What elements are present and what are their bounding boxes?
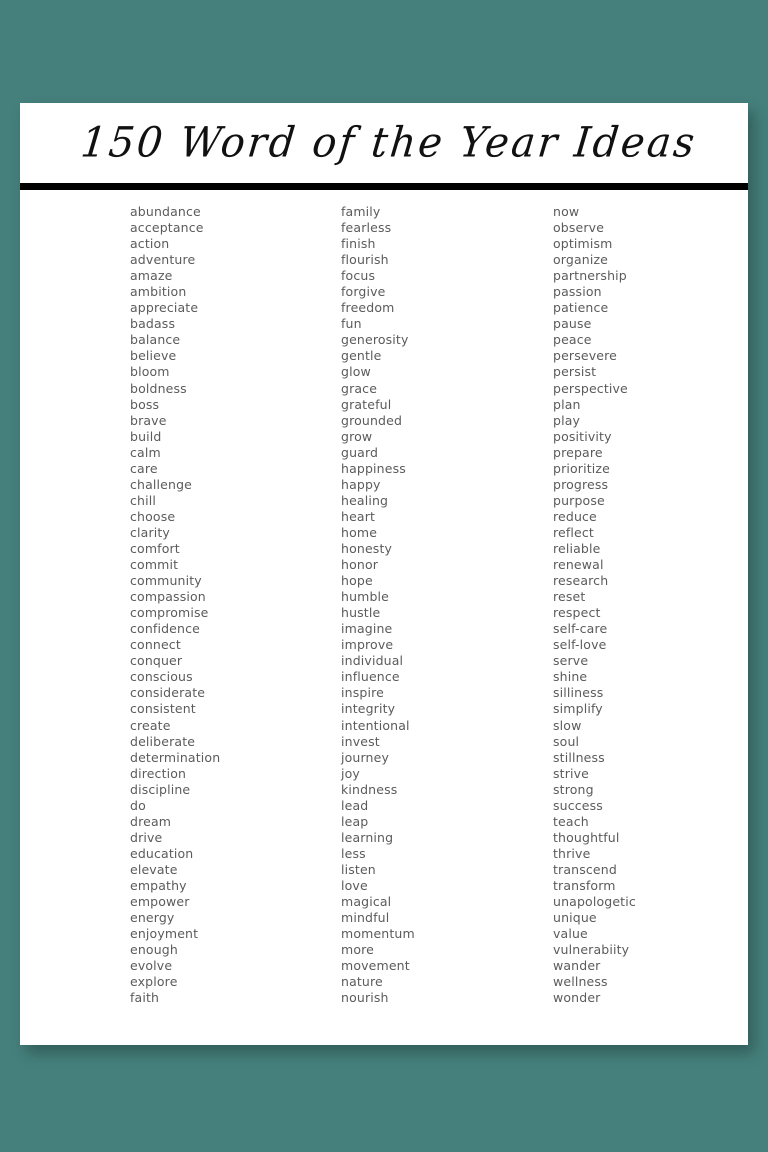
word-item: fun bbox=[341, 316, 362, 332]
word-item: elevate bbox=[130, 861, 178, 877]
word-item: happy bbox=[341, 476, 381, 492]
word-item: humble bbox=[341, 589, 390, 605]
word-item: care bbox=[130, 460, 158, 476]
word-item: learning bbox=[341, 829, 394, 845]
word-item: slow bbox=[553, 717, 582, 733]
word-item: do bbox=[130, 797, 146, 813]
word-item: self-care bbox=[553, 621, 608, 637]
word-item: gentle bbox=[341, 348, 382, 364]
title-area bbox=[20, 103, 748, 183]
word-item: glow bbox=[341, 364, 371, 380]
word-item: faith bbox=[130, 990, 160, 1006]
word-item: inspire bbox=[341, 685, 384, 701]
word-item: simplify bbox=[553, 701, 603, 717]
word-item: integrity bbox=[341, 701, 396, 717]
word-item: progress bbox=[553, 476, 609, 492]
word-item: nourish bbox=[341, 990, 389, 1006]
word-item: value bbox=[553, 926, 588, 942]
word-item: finish bbox=[341, 236, 376, 252]
word-item: shine bbox=[553, 669, 588, 685]
page-title: 150 Word of the Year Ideas bbox=[78, 119, 700, 167]
word-item: grow bbox=[341, 428, 373, 444]
word-item: chill bbox=[130, 492, 156, 508]
word-item: ambition bbox=[130, 284, 187, 300]
word-item: transcend bbox=[553, 861, 617, 877]
word-item: respect bbox=[553, 605, 601, 621]
word-item: intentional bbox=[341, 717, 410, 733]
word-item: wonder bbox=[553, 990, 601, 1006]
word-item: dream bbox=[130, 813, 172, 829]
word-item: vulnerabiity bbox=[553, 942, 630, 958]
word-item: fearless bbox=[341, 220, 392, 236]
word-item: stillness bbox=[553, 749, 605, 765]
word-item: transform bbox=[553, 877, 616, 893]
word-item: comfort bbox=[130, 540, 180, 556]
word-item: self-love bbox=[553, 637, 607, 653]
word-item: explore bbox=[130, 974, 178, 990]
word-item: mindful bbox=[341, 910, 390, 926]
word-item: organize bbox=[553, 252, 609, 268]
word-item: build bbox=[130, 428, 162, 444]
word-item: brave bbox=[130, 412, 167, 428]
word-column-1 bbox=[20, 204, 233, 1006]
word-item: passion bbox=[553, 284, 602, 300]
word-item: forgive bbox=[341, 284, 386, 300]
word-item: clarity bbox=[130, 524, 170, 540]
word-item: unique bbox=[553, 910, 597, 926]
word-item: momentum bbox=[341, 926, 415, 942]
word-item: purpose bbox=[553, 492, 605, 508]
word-item: reliable bbox=[553, 540, 601, 556]
word-item: considerate bbox=[130, 685, 206, 701]
word-item: honor bbox=[341, 557, 379, 573]
word-item: empower bbox=[130, 894, 190, 910]
word-item: now bbox=[553, 204, 580, 219]
word-item: focus bbox=[341, 268, 376, 284]
word-item: more bbox=[341, 942, 374, 958]
word-item: boldness bbox=[130, 380, 187, 396]
word-item: improve bbox=[341, 637, 394, 653]
word-item: acceptance bbox=[130, 220, 204, 236]
word-item: connect bbox=[130, 637, 181, 653]
word-item: love bbox=[341, 877, 368, 893]
word-item: journey bbox=[341, 749, 390, 765]
word-item: thrive bbox=[553, 845, 591, 861]
word-item: prioritize bbox=[553, 460, 610, 476]
word-item: plan bbox=[553, 396, 581, 412]
word-item: guard bbox=[341, 444, 379, 460]
word-item: invest bbox=[341, 733, 380, 749]
word-item: lead bbox=[341, 797, 369, 813]
word-item: education bbox=[130, 845, 194, 861]
word-item: calm bbox=[130, 444, 161, 460]
word-item: conquer bbox=[130, 653, 183, 669]
word-item: patience bbox=[553, 300, 609, 316]
word-item: soul bbox=[553, 733, 580, 749]
word-item: listen bbox=[341, 861, 376, 877]
word-item: hustle bbox=[341, 605, 381, 621]
word-item: energy bbox=[130, 910, 175, 926]
word-item: play bbox=[553, 412, 581, 428]
word-item: reduce bbox=[553, 508, 597, 524]
word-item: choose bbox=[130, 508, 176, 524]
word-item: peace bbox=[553, 332, 592, 348]
word-item: pause bbox=[553, 316, 592, 332]
word-item: less bbox=[341, 845, 366, 861]
word-item: drive bbox=[130, 829, 163, 845]
word-item: thoughtful bbox=[553, 829, 620, 845]
word-item: empathy bbox=[130, 877, 187, 893]
word-item: confidence bbox=[130, 621, 200, 637]
word-item: individual bbox=[341, 653, 404, 669]
word-item: family bbox=[341, 204, 381, 219]
word-item: commit bbox=[130, 557, 179, 573]
word-item: observe bbox=[553, 220, 605, 236]
word-item: consistent bbox=[130, 701, 196, 717]
word-item: happiness bbox=[341, 460, 406, 476]
word-item: deliberate bbox=[130, 733, 196, 749]
word-item: strive bbox=[553, 765, 590, 781]
word-item: abundance bbox=[130, 204, 201, 219]
word-item: silliness bbox=[553, 685, 604, 701]
word-item: leap bbox=[341, 813, 369, 829]
word-item: heart bbox=[341, 508, 376, 524]
word-item: healing bbox=[341, 492, 389, 508]
word-item: grateful bbox=[341, 396, 392, 412]
word-item: compromise bbox=[130, 605, 209, 621]
word-item: compassion bbox=[130, 589, 206, 605]
word-item: partnership bbox=[553, 268, 627, 284]
word-item: community bbox=[130, 573, 202, 589]
word-item: enjoyment bbox=[130, 926, 199, 942]
word-item: evolve bbox=[130, 958, 173, 974]
word-item: wander bbox=[553, 958, 601, 974]
word-item: positivity bbox=[553, 428, 612, 444]
word-item: bloom bbox=[130, 364, 170, 380]
word-item: perspective bbox=[553, 380, 628, 396]
title-divider-rule bbox=[20, 183, 748, 190]
word-item: joy bbox=[341, 765, 360, 781]
word-item: home bbox=[341, 524, 378, 540]
word-item: action bbox=[130, 236, 170, 252]
word-item: nature bbox=[341, 974, 383, 990]
word-item: believe bbox=[130, 348, 177, 364]
word-item: challenge bbox=[130, 476, 192, 492]
word-column-3 bbox=[448, 204, 748, 1006]
word-item: optimism bbox=[553, 236, 613, 252]
word-item: grace bbox=[341, 380, 378, 396]
word-item: hope bbox=[341, 573, 373, 589]
word-item: freedom bbox=[341, 300, 395, 316]
word-item: generosity bbox=[341, 332, 409, 348]
word-item: flourish bbox=[341, 252, 389, 268]
word-item: balance bbox=[130, 332, 181, 348]
word-item: renewal bbox=[553, 557, 604, 573]
word-item: amaze bbox=[130, 268, 173, 284]
document-sheet bbox=[20, 103, 748, 1045]
word-item: unapologetic bbox=[553, 894, 636, 910]
word-item: honesty bbox=[341, 540, 393, 556]
word-item: boss bbox=[130, 396, 160, 412]
word-item: create bbox=[130, 717, 171, 733]
word-item: enough bbox=[130, 942, 178, 958]
word-item: success bbox=[553, 797, 603, 813]
word-item: strong bbox=[553, 781, 594, 797]
word-item: magical bbox=[341, 894, 392, 910]
word-item: discipline bbox=[130, 781, 191, 797]
word-item: reflect bbox=[553, 524, 594, 540]
word-item: teach bbox=[553, 813, 589, 829]
word-item: direction bbox=[130, 765, 187, 781]
word-item: badass bbox=[130, 316, 176, 332]
word-item: imagine bbox=[341, 621, 393, 637]
word-column-2 bbox=[233, 204, 448, 1006]
word-list-columns bbox=[20, 190, 748, 1006]
word-item: wellness bbox=[553, 974, 608, 990]
word-item: adventure bbox=[130, 252, 196, 268]
word-item: kindness bbox=[341, 781, 398, 797]
word-item: persevere bbox=[553, 348, 617, 364]
word-item: appreciate bbox=[130, 300, 199, 316]
word-item: persist bbox=[553, 364, 597, 380]
word-item: determination bbox=[130, 749, 221, 765]
word-item: movement bbox=[341, 958, 410, 974]
word-item: conscious bbox=[130, 669, 193, 685]
word-item: prepare bbox=[553, 444, 603, 460]
word-item: serve bbox=[553, 653, 589, 669]
word-item: research bbox=[553, 573, 609, 589]
word-item: influence bbox=[341, 669, 400, 685]
word-item: grounded bbox=[341, 412, 403, 428]
word-item: reset bbox=[553, 589, 586, 605]
